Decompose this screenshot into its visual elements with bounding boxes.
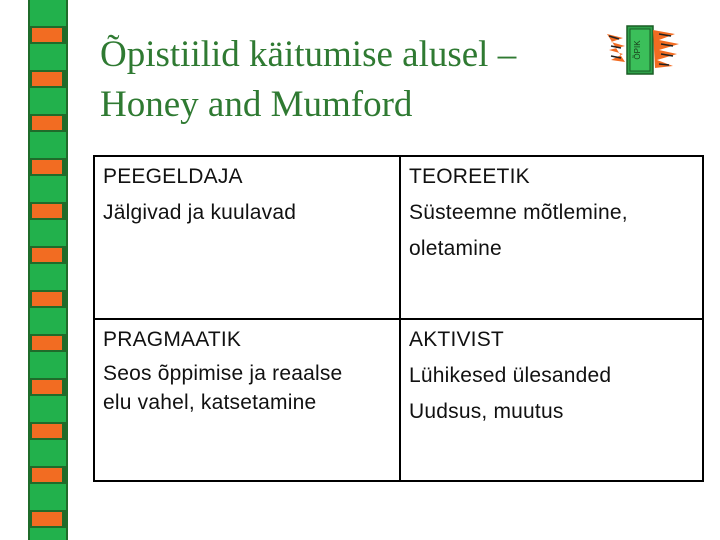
quadrant-theorist — [409, 159, 699, 267]
title-line-2: Honey and Mumford — [100, 84, 413, 125]
stripe-block — [30, 44, 66, 70]
stripe-block — [32, 336, 62, 350]
stripe-block — [30, 308, 66, 334]
title-line-1: Õpistiilid käitumise alusel – — [100, 34, 517, 75]
stripe-block — [32, 380, 62, 394]
stripe-block — [32, 116, 62, 130]
quadrant-description: Uudsus, muutus — [409, 400, 564, 423]
quadrant-description: Süsteemne mõtlemine, — [409, 201, 628, 224]
logo-text: ÕPIK — [633, 40, 642, 60]
quadrant-description: elu vahel, katsetamine — [103, 391, 317, 414]
stripe-block — [30, 88, 66, 114]
stripe-block — [30, 132, 66, 158]
stripe-block — [30, 176, 66, 202]
quadrant-heading: PEEGELDAJA — [103, 165, 243, 188]
quadrant-pragmatist — [103, 322, 393, 416]
quadrant-description: oletamine — [409, 237, 502, 260]
grid-horizontal-divider — [95, 318, 702, 320]
stripe-block — [32, 424, 62, 438]
book-logo-icon — [603, 20, 683, 80]
quadrant-heading: AKTIVIST — [409, 328, 504, 351]
stripe-block — [32, 468, 62, 482]
stripe-block — [32, 28, 62, 42]
stripe-block — [32, 512, 62, 526]
stripe-block — [32, 248, 62, 262]
stripe-block — [30, 0, 66, 26]
stripe-block — [30, 484, 66, 510]
stripe-block — [30, 528, 66, 540]
quadrant-heading: PRAGMAATIK — [103, 328, 242, 351]
stripe-block — [32, 72, 62, 86]
learning-styles-grid — [93, 155, 704, 482]
stripe-block — [30, 264, 66, 290]
stripe-block — [30, 352, 66, 378]
stripe-block — [30, 220, 66, 246]
quadrant-heading: TEOREETIK — [409, 165, 530, 188]
stripe-block — [30, 396, 66, 422]
stripe-block — [32, 160, 62, 174]
stripe-block — [32, 292, 62, 306]
quadrant-reflector — [103, 159, 393, 231]
decorative-stripe — [0, 0, 76, 540]
quadrant-description: Lühikesed ülesanded — [409, 364, 612, 387]
stripe-block — [32, 204, 62, 218]
quadrant-description: Jälgivad ja kuulavad — [103, 201, 297, 224]
stripe-block — [30, 440, 66, 466]
quadrant-description: Seos õppimise ja reaalse — [103, 362, 343, 385]
page-title — [100, 30, 600, 130]
quadrant-activist — [409, 322, 699, 430]
